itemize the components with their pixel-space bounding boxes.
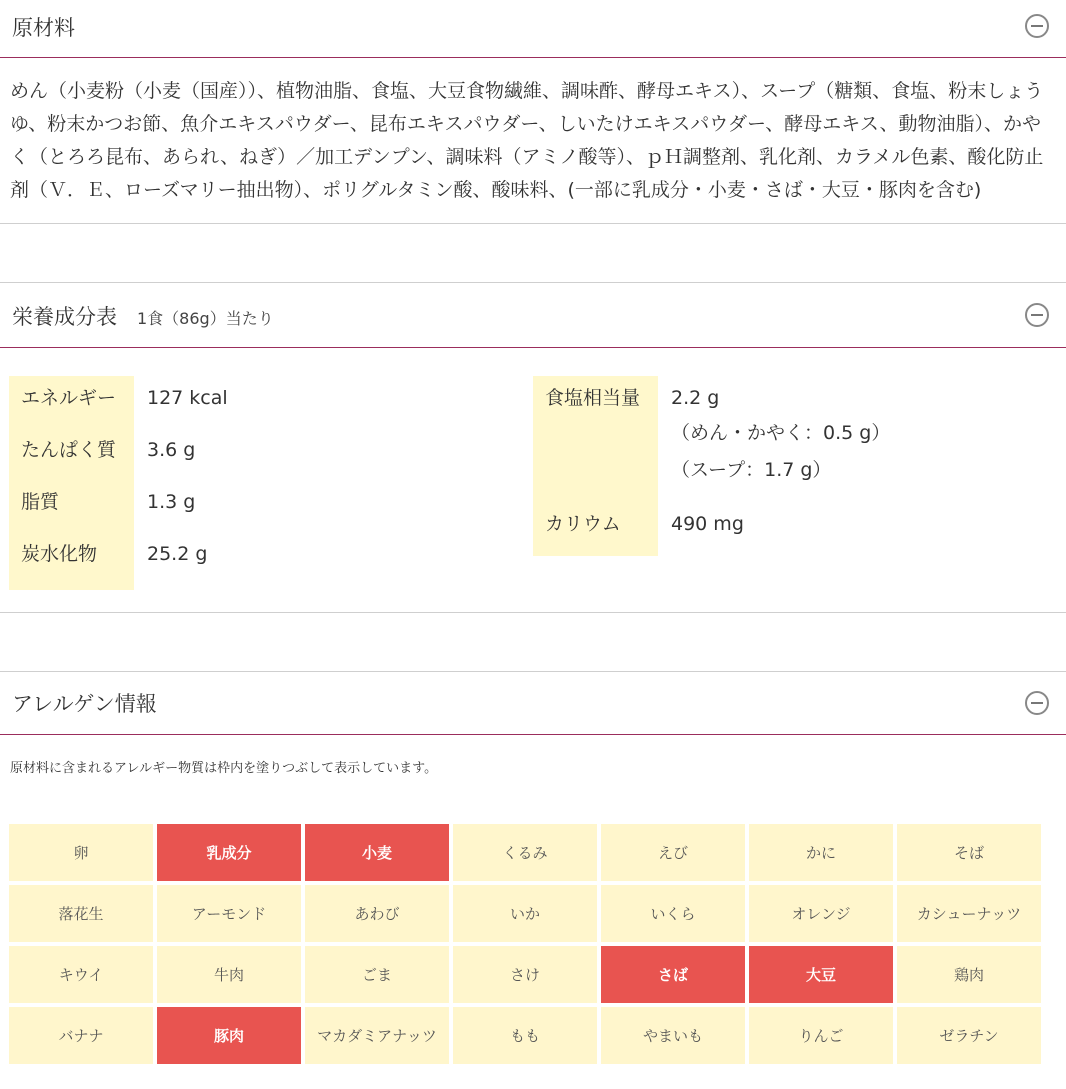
allergen-cell: ごま	[305, 946, 449, 1003]
allergen-cell: 落花生	[9, 885, 153, 942]
allergen-cell: さけ	[453, 946, 597, 1003]
table-row	[533, 376, 890, 502]
allergen-cell: マカダミアナッツ	[305, 1007, 449, 1064]
nutrition-label: カリウム	[533, 502, 658, 556]
allergen-cell: 卵	[9, 824, 153, 881]
nutrition-value: 1.3 g	[147, 491, 196, 513]
allergen-cell: さば	[601, 946, 745, 1003]
salt-value: 2.2 g	[671, 387, 720, 409]
nutrition-label: 脂質	[9, 480, 134, 532]
allergen-cell: もも	[453, 1007, 597, 1064]
nutrition-value: 127 kcal	[147, 387, 228, 409]
table-row	[9, 480, 228, 532]
allergen-cell: 小麦	[305, 824, 449, 881]
allergen-cell: あわび	[305, 885, 449, 942]
nutrition-label: エネルギー	[9, 376, 134, 428]
collapse-minus-icon[interactable]	[1025, 303, 1049, 327]
nutrition-label: 食塩相当量	[533, 376, 658, 502]
table-row	[9, 532, 228, 590]
allergen-section	[0, 671, 1066, 776]
nutrition-label: たんぱく質	[9, 428, 134, 480]
nutrition-table-left	[9, 376, 228, 590]
allergen-cell: やまいも	[601, 1007, 745, 1064]
allergen-cell: かに	[749, 824, 893, 881]
nutrition-value	[658, 376, 890, 502]
nutrition-body	[0, 348, 1066, 613]
nutrition-value: 3.6 g	[147, 439, 196, 461]
allergen-grid	[9, 824, 1041, 1064]
nutrition-label: 炭水化物	[9, 532, 134, 590]
nutrition-title: 栄養成分表	[12, 305, 117, 329]
ingredients-section	[0, 0, 1066, 224]
ingredients-text: めん（小麦粉（小麦（国産））、植物油脂、食塩、大豆食物繊維、調味酢、酵母エキス）、スープ（糖類、食塩、粉末しょうゆ、粉末かつお節、魚介エキスパウダー、昆布エキスパウダー、しいたけエキスパウダー、酵母エキス、動物油脂）、かやく（とろろ昆布、あられ、ねぎ）／加工デンプン、調味料（アミノ酸等）、ｐＨ調整剤、乳化剤、カラメル色素、酸化防止剤（Ｖ．Ｅ、ローズマリー抽出物）、ポリグルタミン酸、酸味料、(一部に乳成分・小麦・さば・大豆・豚肉を含む)	[10, 80, 1044, 201]
nutrition-subtitle: 1食（86g）当たり	[137, 309, 274, 328]
allergen-cell: いくら	[601, 885, 745, 942]
allergen-cell: オレンジ	[749, 885, 893, 942]
nutrition-value: 25.2 g	[147, 543, 208, 565]
allergen-cell: そば	[897, 824, 1041, 881]
allergen-cell: くるみ	[453, 824, 597, 881]
salt-detail: （めん・かやく：0.5 g）	[671, 422, 891, 444]
allergen-cell: キウイ	[9, 946, 153, 1003]
table-row	[533, 502, 890, 556]
ingredients-title: 原材料	[12, 16, 75, 40]
nutrition-header[interactable]	[0, 283, 1066, 348]
allergen-cell: バナナ	[9, 1007, 153, 1064]
nutrition-value: 490 mg	[671, 513, 744, 535]
table-row	[9, 428, 228, 480]
collapse-minus-icon[interactable]	[1025, 691, 1049, 715]
allergen-cell: いか	[453, 885, 597, 942]
allergen-cell: 乳成分	[157, 824, 301, 881]
allergen-title: アレルゲン情報	[12, 692, 157, 716]
allergen-cell: りんご	[749, 1007, 893, 1064]
allergen-cell: 鶏肉	[897, 946, 1041, 1003]
allergen-header[interactable]	[0, 672, 1066, 735]
collapse-minus-icon[interactable]	[1025, 14, 1049, 38]
nutrition-table-right	[533, 376, 890, 556]
allergen-cell: 牛肉	[157, 946, 301, 1003]
salt-detail: （スープ：1.7 g）	[671, 459, 832, 481]
ingredients-header[interactable]	[0, 0, 1066, 58]
allergen-cell: ゼラチン	[897, 1007, 1041, 1064]
allergen-cell: 豚肉	[157, 1007, 301, 1064]
allergen-cell: アーモンド	[157, 885, 301, 942]
allergen-note: 原材料に含まれるアレルギー物質は枠内を塗りつぶして表示しています。	[10, 761, 438, 776]
allergen-cell: カシューナッツ	[897, 885, 1041, 942]
nutrition-section	[0, 282, 1066, 613]
allergen-cell: えび	[601, 824, 745, 881]
table-row	[9, 376, 228, 428]
allergen-cell: 大豆	[749, 946, 893, 1003]
